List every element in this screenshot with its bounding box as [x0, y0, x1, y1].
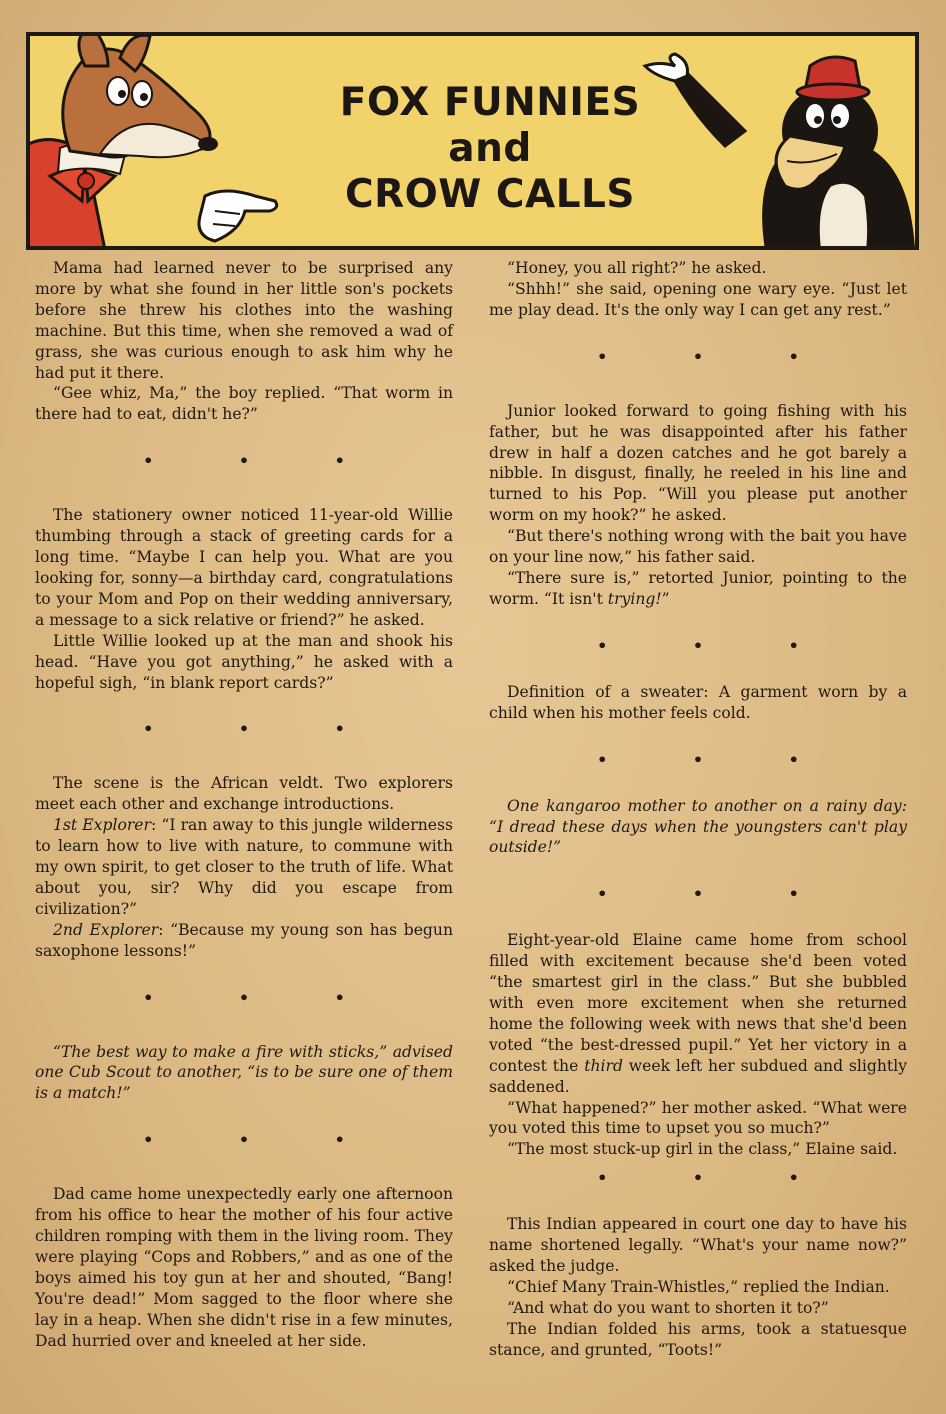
- joke-paragraph: “The most stuck-up girl in the class,” Elaine said.: [507, 1140, 898, 1159]
- joke-paragraph: One kangaroo mother to another on a rainy day: “I dread these days when the youngsters can't play outside!”: [489, 796, 907, 857]
- joke-paragraph: “Gee whiz, Ma,” the boy replied. “That worm in there had to eat, didn't he?”: [35, 384, 453, 424]
- joke-paragraph: [489, 568, 907, 610]
- section-separator: • • •: [597, 884, 839, 904]
- joke-paragraph: This Indian appeared in court one day to have his name shortened legally. “What's your name now?” asked the judge.: [489, 1215, 907, 1276]
- section-separator: • • •: [143, 719, 385, 739]
- joke-paragraph: “But there's nothing wrong with the bait you have on your line now,” his father said.: [489, 527, 907, 567]
- section-separator: • • •: [597, 749, 839, 769]
- joke-paragraph: Junior looked forward to going fishing with his father, but he was disappointed after his father drew in half a dozen catches and he got barely a nibble. In disgust, finally, he reeled in his line and turned to his Pop. “Will you please put another worm on my hook?” he asked.: [489, 401, 907, 525]
- story-text: Eight-year-old Elaine came home from school filled with excitement because she'd been voted “the smartest girl in the class.” But she bubbled with even more excitement when she returned home the following week with news that she'd been voted “the best-dressed pupil.” Yet her victory in a contest the: [489, 931, 907, 1075]
- dialogue-text: : “I ran away to this jungle wilderness to learn how to live with nature, to commune with my own spirit, to get closer to the truth of life. What about you, sir? Why did you escape from civilization?”: [35, 816, 454, 918]
- title-line-3: CROW CALLS: [345, 172, 635, 217]
- header-banner: [26, 32, 919, 250]
- joke-paragraph: “Shhh!” she said, opening one wary eye. “Just let me play dead. It's the only way I can get any rest.”: [489, 279, 907, 319]
- speaker-label: 1st Explorer: [53, 816, 151, 835]
- joke-paragraph: [35, 920, 453, 962]
- section-separator: • • •: [597, 635, 839, 655]
- section-separator: • • •: [143, 1130, 385, 1150]
- title-line-2: and: [448, 126, 532, 171]
- joke-paragraph: “The best way to make a fire with sticks,” advised one Cub Scout to another, “is to be sure one of them is a match!”: [35, 1042, 453, 1103]
- joke-paragraph: “What happened?” her mother asked. “What were you voted this time to upset you so much?”: [489, 1098, 907, 1138]
- section-separator: • • •: [143, 987, 385, 1007]
- joke-paragraph: The stationery owner noticed 11-year-old Willie thumbing through a stack of greeting cards for a long time. “Maybe I can help you. What are you looking for, sonny—a birthday card, congratulations to your Mom and Pop on their wedding anniversary, a message to a sick relative or friend?” he asked.: [35, 506, 453, 629]
- dialogue-text: ”: [661, 589, 670, 608]
- fox-character-illustration: [30, 36, 280, 250]
- joke-paragraph: “Honey, you all right?” he asked.: [507, 259, 767, 277]
- joke-paragraph: The Indian folded his arms, took a statuesque stance, and grunted, “Toots!”: [489, 1319, 907, 1359]
- right-column: [489, 258, 907, 1361]
- joke-paragraph: The scene is the African veldt. Two explorers meet each other and exchange introductions.: [35, 774, 453, 814]
- joke-paragraph: [35, 815, 453, 920]
- story-text: week left her subdued and slightly saddened.: [489, 1056, 907, 1096]
- joke-paragraph: [489, 930, 907, 1097]
- joke-paragraph: “And what do you want to shorten it to?”: [507, 1298, 829, 1317]
- section-separator: • • •: [597, 1168, 839, 1188]
- emphasis-text: trying!: [607, 589, 662, 608]
- left-column: [35, 258, 453, 1352]
- section-separator: • • •: [597, 346, 839, 366]
- joke-paragraph: Mama had learned never to be surprised any more by what she found in her little son's pockets before she threw his clothes into the washing machine. But this time, when she removed a wad of grass, she was curious enough to ask him why he had put it there.: [35, 259, 453, 382]
- joke-paragraph: Definition of a sweater: A garment worn by a child when his mother feels cold.: [489, 682, 907, 722]
- joke-paragraph: “Chief Many Train-Whistles,” replied the Indian.: [507, 1278, 890, 1296]
- crow-character-illustration: [615, 36, 915, 250]
- dialogue-text: “There sure is,” retorted Junior, pointing to the worm. “It isn't: [489, 568, 907, 608]
- dialogue-text: : “Because my young son has begun saxophone lessons!”: [35, 920, 453, 960]
- joke-paragraph: Dad came home unexpectedly early one afternoon from his office to hear the mother of his four active children romping with them in the living room. They were playing “Cops and Robbers,” and as one of the boys aimed his toy gun at her and shouted, “Bang! You're dead!” Mom sagged to the floor where she lay in a heap. When she didn't rise in a few minutes, Dad hurried over and kneeled at her side.: [35, 1185, 453, 1350]
- speaker-label: 2nd Explorer: [53, 920, 159, 939]
- joke-paragraph: Little Willie looked up at the man and shook his head. “Have you got anything,” he asked with a hopeful sigh, “in blank report cards?”: [35, 631, 453, 692]
- section-separator: • • •: [143, 451, 385, 471]
- title-line-1: FOX FUNNIES: [339, 80, 641, 125]
- emphasis-text: third: [584, 1056, 623, 1075]
